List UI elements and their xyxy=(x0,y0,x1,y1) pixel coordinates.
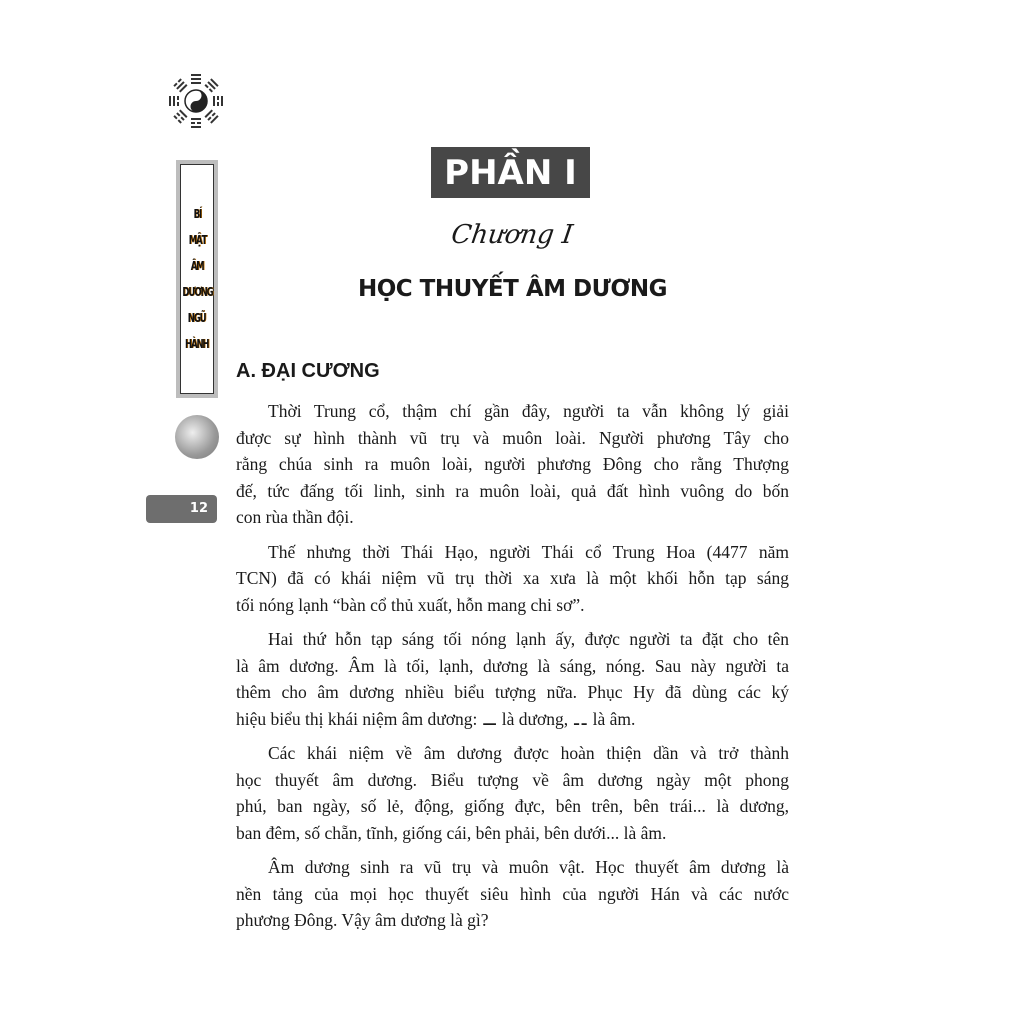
text-line: TCN) đã có khái niệm vũ trụ thời xa xưa là một khối hỗn tạp sáng xyxy=(236,568,789,588)
text-line: thêm cho âm dương nhiều biểu tượng nữa. Phục Hy đã dùng các ký xyxy=(236,682,789,702)
text-line: tối nóng lạnh “bàn cổ thủ xuất, hỗn mang chi sơ”. xyxy=(236,594,585,615)
spine-word: BÍ xyxy=(193,207,201,221)
text-line: là âm dương. Âm là tối, lạnh, dương là sáng, nóng. Sau này người ta xyxy=(236,655,789,676)
part-heading: PHẦN I xyxy=(431,147,590,198)
text-line: phú, ban ngày, số lẻ, động, giống đực, bên trên, bên trái... là dương, xyxy=(236,796,789,816)
spine-word: DƯƠNG xyxy=(181,285,213,299)
page-number: 12 xyxy=(146,495,217,523)
paragraph xyxy=(236,539,789,619)
text-line: phương Đông. Vậy âm dương là gì? xyxy=(236,910,489,930)
spine-word: NGŨ xyxy=(188,311,206,325)
chapter-heading: Chương I xyxy=(449,220,575,250)
paragraph xyxy=(236,854,789,934)
text-line: Thế nhưng thời Thái Hạo, người Thái cổ Trung Hoa (4477 năm xyxy=(268,541,789,562)
body-text xyxy=(236,398,789,942)
yin-yang-bagua-icon xyxy=(166,71,226,131)
dragon-medallion-icon xyxy=(175,415,219,459)
text-line: Hai thứ hỗn tạp sáng tối nóng lạnh ấy, được người ta đặt cho tên xyxy=(268,629,789,649)
text-line: được sự hình thành vũ trụ và muôn loài. Người phương Tây cho xyxy=(236,427,789,448)
chapter-title: HỌC THUYẾT ÂM DƯƠNG xyxy=(357,276,668,302)
paragraph xyxy=(236,398,789,531)
text-line: Âm dương sinh ra vũ trụ và muôn vật. Học thuyết âm dương là xyxy=(268,857,789,877)
text-line: rằng chúa sinh ra muôn loài, người phương Đông cho rằng Thượng xyxy=(236,454,789,474)
text-line: học thuyết âm dương. Biểu tượng về âm dương ngày một phong xyxy=(236,769,789,790)
text-line: hiệu biểu thị khái niệm âm dương: ⚊ là dương, ⚋ là âm. xyxy=(236,708,636,729)
text-line: con rùa thần đội. xyxy=(236,507,354,527)
paragraph xyxy=(236,626,789,732)
book-title-spine xyxy=(176,160,218,398)
text-line: đế, tức đấng tối linh, sinh ra muôn loài, quả đất hình vuông do bốn xyxy=(236,480,789,501)
section-heading: A. ĐẠI CƯƠNG xyxy=(236,360,380,382)
spine-word: HÀNH xyxy=(185,337,209,351)
text-line: Các khái niệm về âm dương được hoàn thiện dần và trở thành xyxy=(268,743,789,763)
spine-word: ÂM xyxy=(190,259,204,273)
text-line: Thời Trung cổ, thậm chí gần đây, người ta vẫn không lý giải xyxy=(268,401,789,421)
paragraph xyxy=(236,740,789,846)
text-line: nền tảng của mọi học thuyết siêu hình của người Hán và các nước xyxy=(236,883,789,904)
text-line: ban đêm, số chẵn, tĩnh, giống cái, bên phải, bên dưới... là âm. xyxy=(236,822,667,843)
spine-word: MẬT xyxy=(188,233,206,247)
